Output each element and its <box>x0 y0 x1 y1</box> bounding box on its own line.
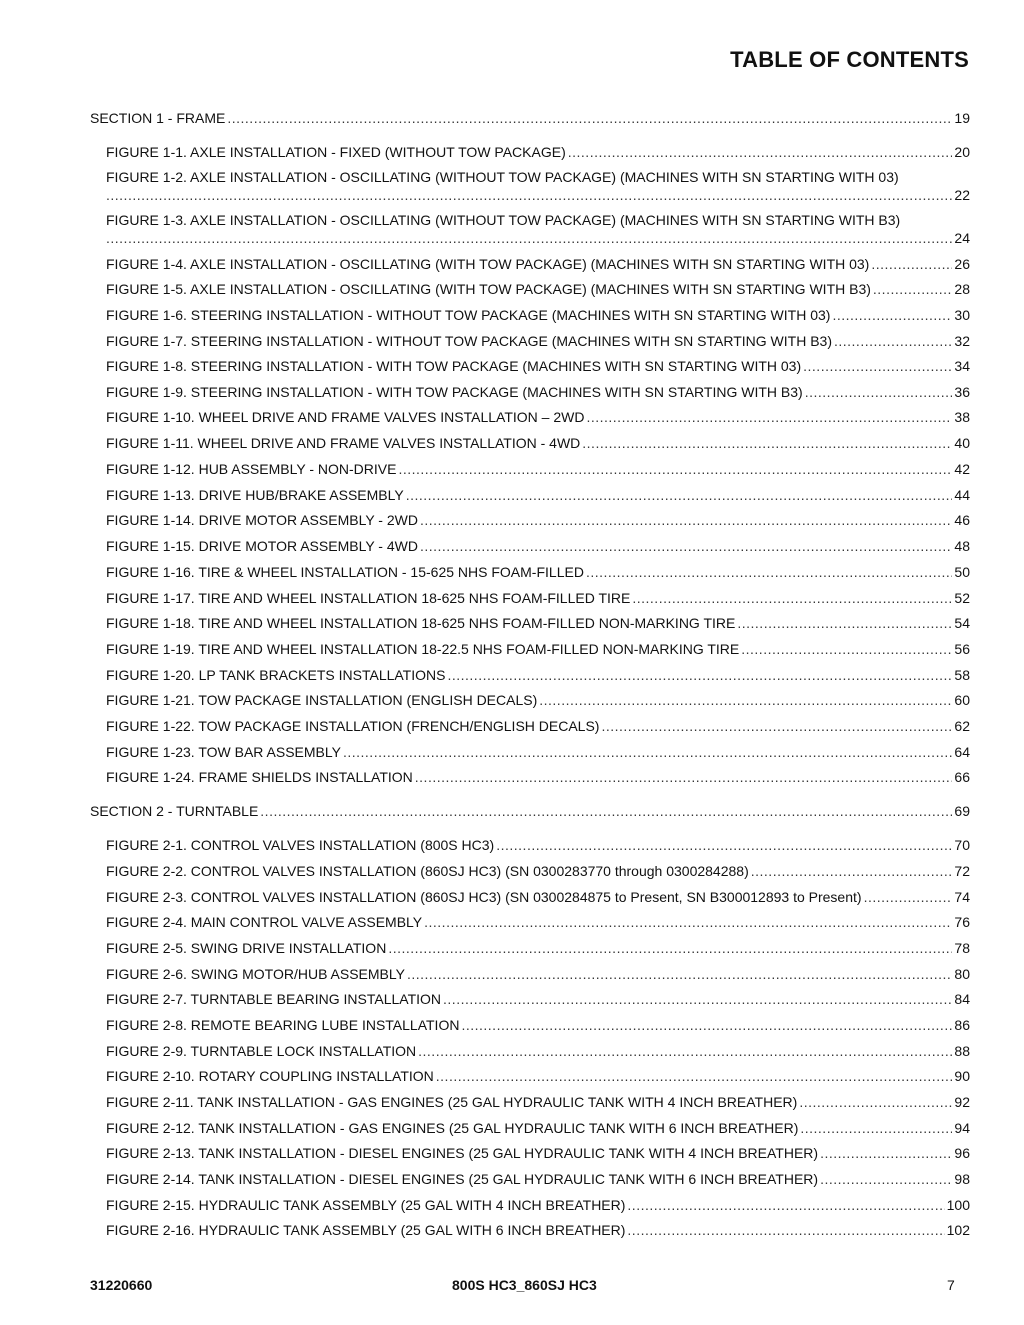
dot-leader <box>820 1171 952 1188</box>
toc-figure-entry[interactable] <box>106 1094 970 1111</box>
toc-page-number: 20 <box>954 144 970 160</box>
dot-leader <box>586 564 952 581</box>
dot-leader <box>871 256 952 273</box>
toc-entry-title: FIGURE 2-7. TURNTABLE BEARING INSTALLATION <box>106 991 442 1007</box>
dot-leader <box>420 538 952 555</box>
toc-page-number: 26 <box>954 256 970 272</box>
toc-entry-title: FIGURE 2-13. TANK INSTALLATION - DIESEL ENGINES (25 GAL HYDRAULIC TANK WITH 4 INCH BREATHER) <box>106 1145 819 1161</box>
toc-figure-entry[interactable] <box>106 1171 970 1188</box>
dot-leader <box>805 384 953 401</box>
toc-page-number: 90 <box>954 1068 970 1084</box>
toc-figure-entry[interactable] <box>106 641 970 658</box>
toc-figure-entry[interactable] <box>106 487 970 504</box>
toc-page-number: 60 <box>954 692 970 708</box>
toc-figure-entry[interactable] <box>106 966 970 983</box>
toc-page-number: 94 <box>954 1120 970 1136</box>
dot-leader <box>227 110 952 127</box>
toc-figure-entry[interactable] <box>106 384 970 401</box>
footer-model: 800S HC3_860SJ HC3 <box>452 1277 597 1293</box>
toc-figure-entry[interactable] <box>106 667 970 684</box>
dot-leader <box>106 230 952 247</box>
dot-leader <box>741 641 952 658</box>
dot-leader <box>799 1094 952 1111</box>
toc-figure-entry[interactable] <box>106 358 970 375</box>
dot-leader <box>601 718 952 735</box>
toc-entry-title: SECTION 2 - TURNTABLE <box>90 803 259 819</box>
toc-figure-entry[interactable] <box>106 144 970 161</box>
dot-leader <box>820 1145 952 1162</box>
toc-page-number: 40 <box>954 435 970 451</box>
toc-entry-title: FIGURE 1-7. STEERING INSTALLATION - WITHOUT TOW PACKAGE (MACHINES WITH SN STARTING WITH B3) <box>106 333 832 349</box>
toc-page-number: 78 <box>954 940 970 956</box>
toc-page-number: 80 <box>954 966 970 982</box>
toc-entry-title: FIGURE 2-12. TANK INSTALLATION - GAS ENGINES (25 GAL HYDRAULIC TANK WITH 6 INCH BREATHER) <box>106 1120 799 1136</box>
dot-leader <box>586 409 952 426</box>
dot-leader <box>398 461 952 478</box>
dot-leader <box>388 940 952 957</box>
toc-entry-title: FIGURE 2-4. MAIN CONTROL VALVE ASSEMBLY <box>106 914 423 930</box>
dot-leader <box>424 914 952 931</box>
toc-page-number: 56 <box>954 641 970 657</box>
dot-leader <box>864 889 953 906</box>
toc-page-number: 84 <box>954 991 970 1007</box>
dot-leader <box>800 1120 952 1137</box>
page-title: TABLE OF CONTENTS <box>730 47 969 72</box>
toc-entry-title: FIGURE 1-23. TOW BAR ASSEMBLY <box>106 744 341 760</box>
toc-figure-entry[interactable] <box>106 718 970 735</box>
toc-page-number: 100 <box>946 1197 970 1213</box>
toc-figure-entry[interactable] <box>106 914 970 931</box>
dot-leader <box>568 144 953 161</box>
toc-page-number: 102 <box>946 1222 970 1238</box>
dot-leader <box>407 966 952 983</box>
toc-figure-entry[interactable] <box>106 333 970 350</box>
toc-entry-title: FIGURE 1-1. AXLE INSTALLATION - FIXED (WITHOUT TOW PACKAGE) <box>106 144 566 160</box>
toc-entry-title: FIGURE 1-13. DRIVE HUB/BRAKE ASSEMBLY <box>106 487 404 503</box>
toc-entry-title: FIGURE 2-11. TANK INSTALLATION - GAS ENGINES (25 GAL HYDRAULIC TANK WITH 4 INCH BREATHER) <box>106 1094 798 1110</box>
toc-figure-entry[interactable] <box>106 461 970 478</box>
dot-leader <box>461 1017 952 1034</box>
toc-page-number: 70 <box>954 837 970 853</box>
toc-figure-entry[interactable] <box>106 769 970 786</box>
toc-page-number: 92 <box>954 1094 970 1110</box>
toc-entry-title: FIGURE 1-20. LP TANK BRACKETS INSTALLATIONS <box>106 667 446 683</box>
toc-page-number: 46 <box>954 512 970 528</box>
dot-leader <box>343 744 952 761</box>
dot-leader <box>420 512 952 529</box>
toc-page-number: 76 <box>954 914 970 930</box>
toc-figure-entry[interactable] <box>106 435 970 452</box>
toc-page-number: 54 <box>954 615 970 631</box>
toc-entry-title: FIGURE 2-15. HYDRAULIC TANK ASSEMBLY (25 GAL WITH 4 INCH BREATHER) <box>106 1197 626 1213</box>
toc-entry-title: FIGURE 1-15. DRIVE MOTOR ASSEMBLY - 4WD <box>106 538 418 554</box>
dot-leader <box>415 769 953 786</box>
dot-leader <box>260 803 952 820</box>
toc-entry-title: FIGURE 2-14. TANK INSTALLATION - DIESEL ENGINES (25 GAL HYDRAULIC TANK WITH 6 INCH BREATHER) <box>106 1171 819 1187</box>
toc-figure-entry[interactable] <box>106 256 970 273</box>
toc-entry-title: FIGURE 1-14. DRIVE MOTOR ASSEMBLY - 2WD <box>106 512 418 528</box>
toc-entry-title: FIGURE 1-24. FRAME SHIELDS INSTALLATION <box>106 769 413 785</box>
toc-figure-entry[interactable] <box>106 1145 970 1162</box>
toc-entry-title: FIGURE 2-8. REMOTE BEARING LUBE INSTALLATION <box>106 1017 460 1033</box>
toc-entry-title: FIGURE 1-9. STEERING INSTALLATION - WITH TOW PACKAGE (MACHINES WITH SN STARTING WITH B3) <box>106 384 803 400</box>
toc-entry-title: FIGURE 2-10. ROTARY COUPLING INSTALLATION <box>106 1068 434 1084</box>
toc-entry-title: FIGURE 2-6. SWING MOTOR/HUB ASSEMBLY <box>106 966 405 982</box>
toc-figure-entry[interactable] <box>106 889 970 906</box>
toc-entry-title: FIGURE 2-5. SWING DRIVE INSTALLATION <box>106 940 387 956</box>
dot-leader <box>632 590 952 607</box>
toc-page-number: 24 <box>954 230 970 246</box>
toc-page-number: 32 <box>954 333 970 349</box>
dot-leader <box>627 1222 944 1239</box>
toc-entry-title: FIGURE 1-16. TIRE & WHEEL INSTALLATION - 15-625 NHS FOAM-FILLED <box>106 564 584 580</box>
toc-entry-title: FIGURE 2-2. CONTROL VALVES INSTALLATION (860SJ HC3) (SN 0300283770 through 0300284288) <box>106 863 749 879</box>
toc-page-number: 30 <box>954 307 970 323</box>
toc-figure-entry[interactable] <box>106 837 970 854</box>
toc-entry-title[interactable]: FIGURE 1-2. AXLE INSTALLATION - OSCILLATING (WITHOUT TOW PACKAGE) (MACHINES WITH SN STARTING WITH 03) <box>106 169 899 185</box>
toc-page-number: 28 <box>954 281 970 297</box>
toc-entry-title: FIGURE 1-6. STEERING INSTALLATION - WITHOUT TOW PACKAGE (MACHINES WITH SN STARTING WITH 03) <box>106 307 831 323</box>
toc-page-number: 50 <box>954 564 970 580</box>
toc-entry-title[interactable]: FIGURE 1-3. AXLE INSTALLATION - OSCILLATING (WITHOUT TOW PACKAGE) (MACHINES WITH SN STARTING WITH B3) <box>106 212 901 228</box>
dot-leader <box>582 435 952 452</box>
toc-page-number: 64 <box>954 744 970 760</box>
toc-figure-entry[interactable] <box>106 1222 970 1239</box>
dot-leader <box>627 1197 944 1214</box>
toc-page-number: 88 <box>954 1043 970 1059</box>
toc-page-number: 72 <box>954 863 970 879</box>
dot-leader <box>737 615 952 632</box>
toc-entry-title: FIGURE 2-3. CONTROL VALVES INSTALLATION (860SJ HC3) (SN 0300284875 to Present, SN B300012893 to Present) <box>106 889 862 905</box>
toc-page-number: 38 <box>954 409 970 425</box>
toc-figure-entry[interactable] <box>106 863 970 880</box>
toc-page-number: 44 <box>954 487 970 503</box>
toc-entry-title: FIGURE 1-5. AXLE INSTALLATION - OSCILLATING (WITH TOW PACKAGE) (MACHINES WITH SN STARTING WITH B3) <box>106 281 871 297</box>
toc-figure-entry[interactable] <box>106 1043 970 1060</box>
toc-figure-entry[interactable] <box>106 1068 970 1085</box>
toc-figure-entry[interactable] <box>106 744 970 761</box>
toc-page-number: 96 <box>954 1145 970 1161</box>
toc-entry-title: FIGURE 1-17. TIRE AND WHEEL INSTALLATION 18-625 NHS FOAM-FILLED TIRE <box>106 590 631 606</box>
toc-figure-entry[interactable] <box>106 564 970 581</box>
toc-entry-title: FIGURE 2-9. TURNTABLE LOCK INSTALLATION <box>106 1043 417 1059</box>
toc-page-number: 48 <box>954 538 970 554</box>
toc-entry-continuation[interactable] <box>106 187 970 204</box>
dot-leader <box>832 307 952 324</box>
toc-section-entry[interactable] <box>90 110 970 127</box>
dot-leader <box>751 863 953 880</box>
toc-figure-entry[interactable] <box>106 940 970 957</box>
toc-entry-title: FIGURE 2-16. HYDRAULIC TANK ASSEMBLY (25 GAL WITH 6 INCH BREATHER) <box>106 1222 626 1238</box>
toc-page-number: 98 <box>954 1171 970 1187</box>
dot-leader <box>436 1068 953 1085</box>
toc-entry-title: FIGURE 1-8. STEERING INSTALLATION - WITH TOW PACKAGE (MACHINES WITH SN STARTING WITH 03) <box>106 358 802 374</box>
toc-entry-title: FIGURE 2-1. CONTROL VALVES INSTALLATION (800S HC3) <box>106 837 495 853</box>
dot-leader <box>539 692 952 709</box>
dot-leader <box>106 187 952 204</box>
footer-page-number: 7 <box>947 1277 955 1293</box>
toc-entry-title: FIGURE 1-11. WHEEL DRIVE AND FRAME VALVES INSTALLATION - 4WD <box>106 435 581 451</box>
toc-page-number: 62 <box>954 718 970 734</box>
toc-page-number: 19 <box>954 110 970 126</box>
toc-page-number: 36 <box>954 384 970 400</box>
footer-doc-number: 31220660 <box>90 1277 153 1293</box>
toc-figure-entry[interactable] <box>106 512 970 529</box>
dot-leader <box>803 358 952 375</box>
toc-figure-entry[interactable] <box>106 615 970 632</box>
dot-leader <box>873 281 953 298</box>
toc-figure-entry[interactable] <box>106 590 970 607</box>
toc-figure-entry[interactable] <box>106 538 970 555</box>
dot-leader <box>496 837 952 854</box>
toc-entry-title: FIGURE 1-10. WHEEL DRIVE AND FRAME VALVES INSTALLATION – 2WD <box>106 409 585 425</box>
toc-section-entry[interactable] <box>90 803 970 820</box>
toc-page-number: 22 <box>954 187 970 203</box>
dot-leader <box>406 487 953 504</box>
toc-entry-title: FIGURE 1-12. HUB ASSEMBLY - NON-DRIVE <box>106 461 397 477</box>
dot-leader <box>418 1043 952 1060</box>
toc-page-number: 34 <box>954 358 970 374</box>
toc-entry-title: FIGURE 1-4. AXLE INSTALLATION - OSCILLATING (WITH TOW PACKAGE) (MACHINES WITH SN STARTING WITH 03) <box>106 256 870 272</box>
toc-figure-entry[interactable] <box>106 692 970 709</box>
toc-figure-entry[interactable] <box>106 1197 970 1214</box>
dot-leader <box>447 667 952 684</box>
toc-entry-continuation[interactable] <box>106 230 970 247</box>
toc-page-number: 69 <box>954 803 970 819</box>
toc-figure-entry[interactable] <box>106 1017 970 1034</box>
toc-entry-title: FIGURE 1-18. TIRE AND WHEEL INSTALLATION 18-625 NHS FOAM-FILLED NON-MARKING TIRE <box>106 615 736 631</box>
toc-figure-entry[interactable] <box>106 307 970 324</box>
dot-leader <box>443 991 952 1008</box>
toc-figure-entry[interactable] <box>106 281 970 298</box>
toc-figure-entry[interactable] <box>106 991 970 1008</box>
dot-leader <box>834 333 952 350</box>
toc-figure-entry[interactable] <box>106 409 970 426</box>
toc-page-number: 42 <box>954 461 970 477</box>
toc-entry-title: FIGURE 1-19. TIRE AND WHEEL INSTALLATION 18-22.5 NHS FOAM-FILLED NON-MARKING TIRE <box>106 641 740 657</box>
toc-page-number: 86 <box>954 1017 970 1033</box>
toc-figure-entry[interactable] <box>106 1120 970 1137</box>
toc-entry-title: FIGURE 1-22. TOW PACKAGE INSTALLATION (FRENCH/ENGLISH DECALS) <box>106 718 600 734</box>
toc-page-number: 74 <box>954 889 970 905</box>
toc-page-number: 52 <box>954 590 970 606</box>
toc-entry-title: FIGURE 1-21. TOW PACKAGE INSTALLATION (ENGLISH DECALS) <box>106 692 538 708</box>
toc-page-number: 66 <box>954 769 970 785</box>
toc-entry-title: SECTION 1 - FRAME <box>90 110 226 126</box>
toc-page-number: 58 <box>954 667 970 683</box>
